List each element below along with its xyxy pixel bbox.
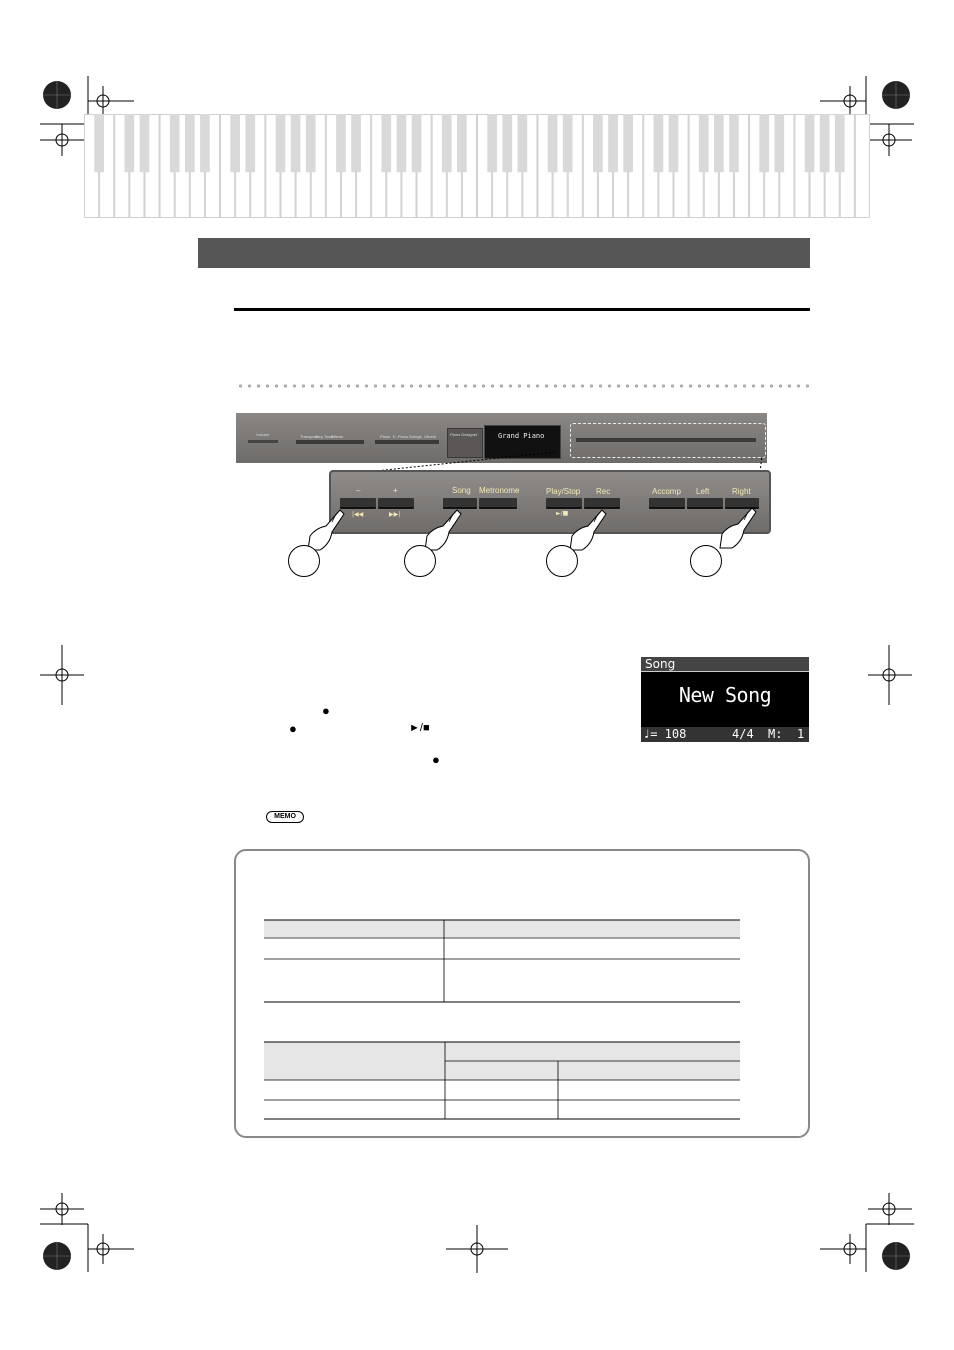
step-circle-2 xyxy=(404,545,436,577)
minus-label: – xyxy=(356,486,361,495)
play-stop-symbol: ►/■ xyxy=(556,510,569,517)
memo-badge: MEMO xyxy=(266,811,304,823)
black-key xyxy=(820,114,830,172)
panel-label-3: Effects xyxy=(331,434,344,439)
display-divider xyxy=(641,671,809,672)
rec-dot-icon-1: ● xyxy=(322,703,330,718)
black-key xyxy=(381,114,391,172)
keyboard-graphic xyxy=(84,114,870,218)
black-key xyxy=(699,114,709,172)
rec-dot-icon-2: ● xyxy=(289,721,297,736)
black-key xyxy=(835,114,845,172)
table-1 xyxy=(264,918,742,1004)
finger-icon-3 xyxy=(568,506,608,552)
display-footer xyxy=(641,727,809,742)
black-key xyxy=(502,114,512,172)
play-stop-label: Play/Stop xyxy=(546,487,581,496)
black-key xyxy=(442,114,452,172)
table-2 xyxy=(264,1040,742,1122)
black-key xyxy=(306,114,316,172)
black-key xyxy=(170,114,180,172)
finger-icon-2 xyxy=(423,506,463,552)
black-key xyxy=(351,114,361,172)
plus-label: + xyxy=(393,486,398,495)
black-key xyxy=(669,114,679,172)
black-key xyxy=(140,114,150,172)
black-key xyxy=(623,114,633,172)
black-key xyxy=(94,114,104,172)
white-key xyxy=(855,115,869,218)
song-display xyxy=(641,657,809,742)
left-label: Left xyxy=(696,487,710,496)
panel-label-1: Transpose xyxy=(300,434,319,439)
black-key xyxy=(563,114,573,172)
black-key xyxy=(608,114,618,172)
black-key xyxy=(336,114,346,172)
black-key xyxy=(230,114,240,172)
display-main-text: New Song xyxy=(678,683,772,707)
black-key xyxy=(487,114,497,172)
black-key xyxy=(412,114,422,172)
display-measure-label: M: xyxy=(768,727,783,741)
volume-slider[interactable] xyxy=(248,440,278,443)
black-key xyxy=(729,114,739,172)
display-time-signature: 4/4 xyxy=(732,727,754,741)
black-key xyxy=(397,114,407,172)
panel-label-2: Key Touch xyxy=(316,434,335,439)
volume-label: Volume xyxy=(256,432,270,437)
metronome-label: Metronome xyxy=(479,486,520,495)
heading-rule xyxy=(234,308,810,311)
black-key xyxy=(548,114,558,172)
rec-label: Rec xyxy=(596,487,611,496)
rec-dot-icon-3: ● xyxy=(432,752,440,767)
finger-icon-1 xyxy=(306,506,346,552)
black-key xyxy=(457,114,467,172)
plus-button[interactable] xyxy=(378,498,414,509)
accomp-button[interactable] xyxy=(649,498,685,509)
step-circle-4 xyxy=(690,545,722,577)
black-key xyxy=(291,114,301,172)
panel-buttons-group-1 xyxy=(296,440,364,444)
tone-label-strings: Strings xyxy=(409,434,422,439)
forward-symbol: ▶▶| xyxy=(389,511,401,518)
black-key xyxy=(185,114,195,172)
black-key xyxy=(593,114,603,172)
song-label: Song xyxy=(452,486,471,495)
accomp-label: Accomp xyxy=(652,487,681,496)
black-key xyxy=(714,114,724,172)
tone-label-piano: Piano xyxy=(380,434,391,439)
metronome-button[interactable] xyxy=(479,498,517,509)
dotted-separator xyxy=(236,384,810,388)
black-key xyxy=(200,114,210,172)
black-key xyxy=(518,114,528,172)
step-circle-3 xyxy=(546,545,578,577)
panel-buttons-group-2 xyxy=(375,440,439,444)
display-header: Song xyxy=(641,657,809,672)
black-key xyxy=(276,114,286,172)
tone-label-epiano: E. Piano xyxy=(393,434,409,439)
play-stop-icon: ►/■ xyxy=(409,722,430,734)
black-key xyxy=(805,114,815,172)
section-header-bar xyxy=(198,238,810,268)
black-key xyxy=(245,114,255,172)
black-key xyxy=(654,114,664,172)
tone-label-others: Others xyxy=(424,434,437,439)
display-tempo: ♩= 108 xyxy=(643,727,687,741)
black-key xyxy=(774,114,784,172)
panel-display-text: Grand Piano xyxy=(498,432,545,440)
black-key xyxy=(125,114,135,172)
right-label: Right xyxy=(732,487,751,496)
step-circle-1 xyxy=(288,545,320,577)
black-key xyxy=(759,114,769,172)
rewind-symbol: |◀◀ xyxy=(352,511,364,518)
finger-icon-4 xyxy=(718,504,758,550)
piano-designer-label: Piano Designer xyxy=(450,432,478,437)
display-measure-value: 1 xyxy=(797,727,805,741)
